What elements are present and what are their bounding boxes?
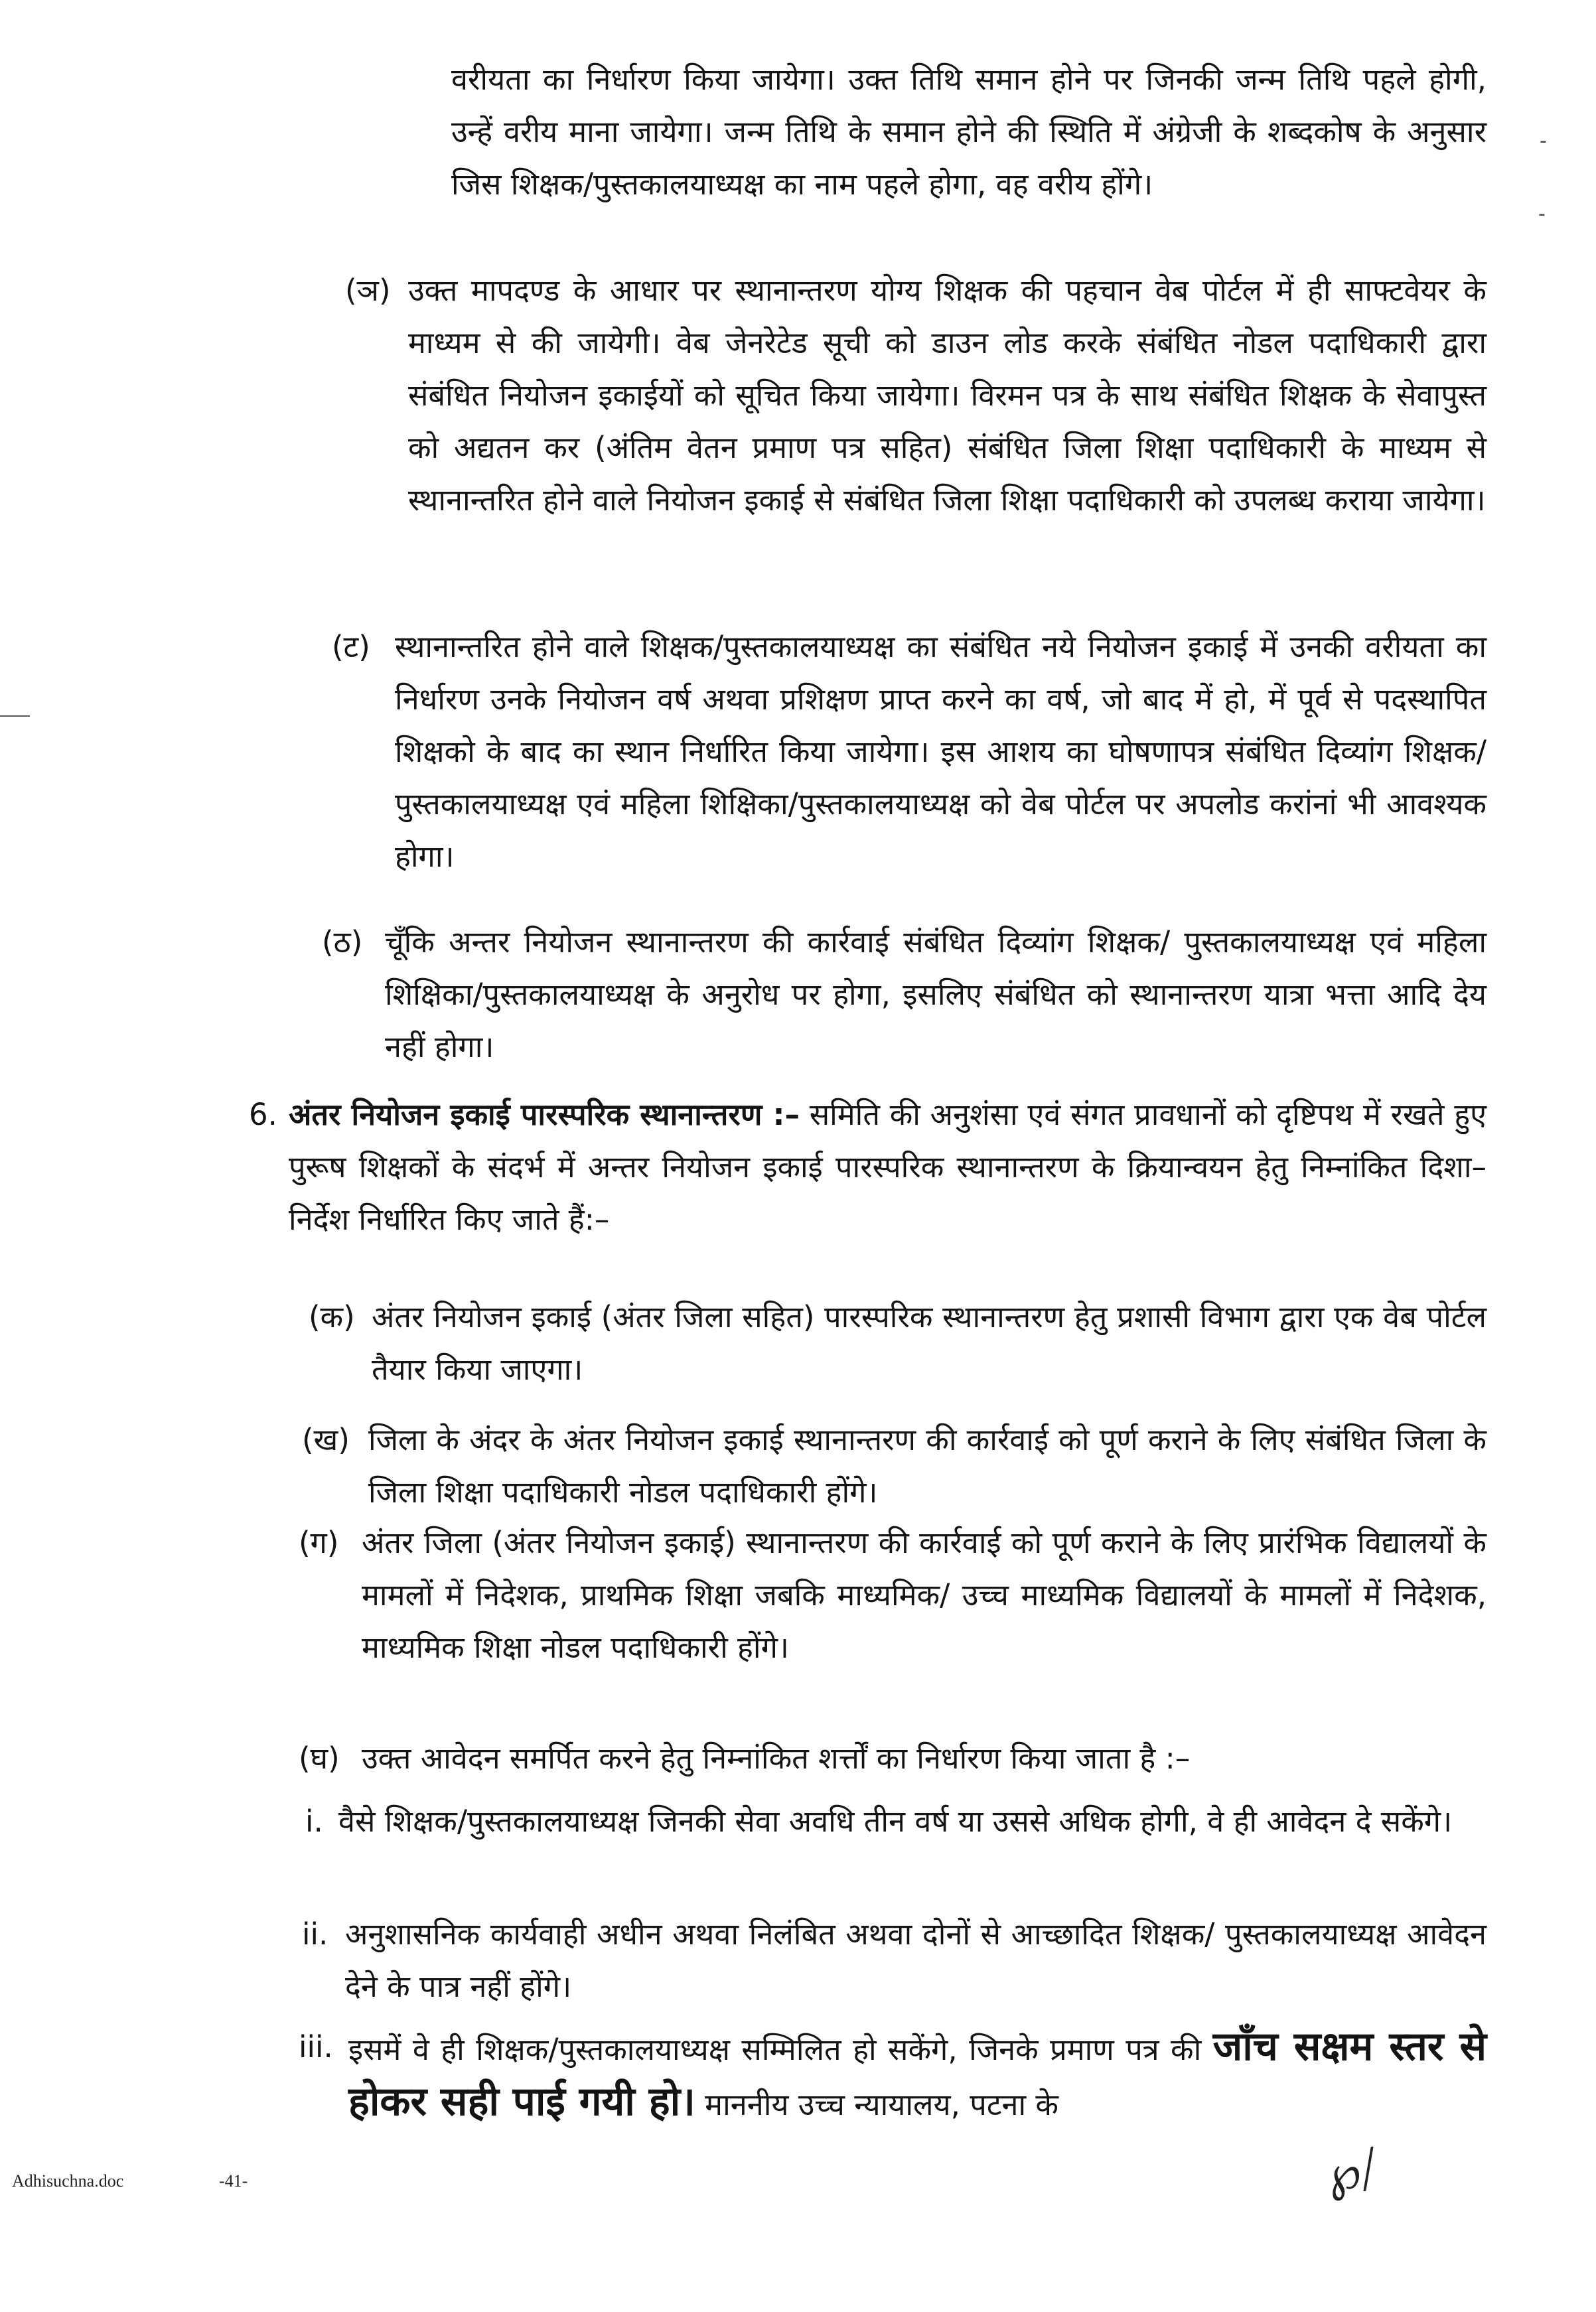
item-label-ka: (क) [309, 1299, 355, 1335]
section-6-heading: अंतर नियोजन इकाई पारस्परिक स्थानान्तरण :– [289, 1097, 800, 1132]
condition-text-ii: अनुशासनिक कार्यवाही अधीन अथवा निलंबित अथवा दोनों से आच्छादित शिक्षक/ पुस्तकालयाध्यक्ष आवेदन देने के पात्र नहीं होंगे। [345, 1916, 1487, 2004]
margin-dot: - [1540, 129, 1547, 153]
item-text-ga: अंतर जिला (अंतर नियोजन इकाई) स्थानान्तरण की कार्रवाई को पूर्ण कराने के लिए प्रारंभिक विद्यालयों के मामलों में निदेशक, प्राथमिक शिक्षा जबकि माध्यमिक/ उच्च माध्यमिक विद्यालयों के मामलों में निदेशक, माध्यमिक शिक्षा नोडल पदाधिकारी होंगे। [362, 1525, 1487, 1665]
margin-dot: - [1538, 202, 1546, 226]
condition-text-iii [348, 2021, 1487, 2131]
condition-text-iii-b: माननीय उच्च न्यायालय, पटना के [695, 2087, 1058, 2122]
item-text-nya: उक्त मापदण्ड के आधार पर स्थानान्तरण योग्य शिक्षक की पहचान वेब पोर्टल में ही साफ्टवेयर के माध्यम से की जायेगी। वेब जेनरेटेड सूची को डाउन लोड करके संबंधित नोडल पदाधिकारी द्वारा संबंधित नियोजन इकाईयों को सूचित किया जायेगा। विरमन पत्र के साथ संबंधित शिक्षक के सेवापुस्त को अद्यतन कर (अंतिम वेतन प्रमाण पत्र सहित) संबंधित जिला शिक्षा पदाधिकारी के माध्यम से स्थानान्तरित होने वाले नियोजन इकाई से संबंधित जिला शिक्षा पदाधिकारी को उपलब्ध कराया जायेगा। [408, 273, 1487, 518]
section-6-number: 6. [249, 1097, 277, 1132]
footer-filename: Adhisuchna.doc [12, 2171, 124, 2191]
item-label-ga: (ग) [299, 1525, 339, 1560]
handwritten-initials: ℘⧸ [1323, 2140, 1381, 2203]
intro-paragraph: वरीयता का निर्धारण किया जायेगा। उक्त तिथि समान होने पर जिनकी जन्म तिथि पहले होगी, उन्हें वरीय माना जायेगा। जन्म तिथि के समान होने की स्थिति में अंग्रेजी के शब्दकोष के अनुसार जिस शिक्षक/पुस्तकालयाध्यक्ष का नाम पहले होगा, वह वरीय होंगे। [451, 62, 1487, 202]
item-label-tha: (ठ) [322, 924, 363, 960]
item-text-ka: अंतर नियोजन इकाई (अंतर जिला सहित) पारस्परिक स्थानान्तरण हेतु प्रशासी विभाग द्वारा एक वेब पोर्टल तैयार किया जाएगा। [372, 1299, 1487, 1387]
item-text-tha: चूँकि अन्तर नियोजन स्थानान्तरण की कार्रवाई संबंधित दिव्यांग शिक्षक/ पुस्तकालयाध्यक्ष एवं महिला शिक्षिका/पुस्तकालयाध्यक्ष के अनुरोध पर होगा, इसलिए संबंधित को स्थानान्तरण यात्रा भत्ता आदि देय नहीं होगा। [385, 924, 1487, 1064]
margin-mark [0, 715, 30, 717]
item-text-gha: उक्त आवेदन समर्पित करने हेतु निम्नांकित शर्त्तों का निर्धारण किया जाता है :– [362, 1741, 1191, 1776]
condition-text-iii-a: इसमें वे ही शिक्षक/पुस्तकालयाध्यक्ष सम्मिलित हो सकेंगे, जिनके प्रमाण पत्र की [348, 2032, 1202, 2067]
item-label-ta: (ट) [332, 629, 370, 664]
footer-page-number: -41- [219, 2171, 248, 2191]
section-6-paragraph [289, 1088, 1487, 1246]
condition-label-iii: iii. [299, 2029, 333, 2064]
item-text-ta: स्थानान्तरित होने वाले शिक्षक/पुस्तकालयाध्यक्ष का संबंधित नये नियोजन इकाई में उनकी वरीयता का निर्धारण उनके नियोजन वर्ष अथवा प्रशिक्षण प्राप्त करने का वर्ष, जो बाद में हो, में पूर्व से पदस्थापित शिक्षको के बाद का स्थान निर्धारित किया जायेगा। इस आशय का घोषणापत्र संबंधित दिव्यांग शिक्षक/ पुस्तकालयाध्यक्ष एवं महिला शिक्षिका/पुस्तकालयाध्यक्ष को वेब पोर्टल पर अपलोड करांनां भी आवश्यक होगा। [395, 629, 1487, 874]
section-6-text: समिति की अनुशंसा एवं संगत प्रावधानों को दृष्टिपथ में रखते हुए पुरूष शिक्षकों के संदर्भ में अन्तर नियोजन इकाई पारस्परिक स्थानान्तरण के क्रियान्वयन हेतु निम्नांकित दिशा–निर्देश निर्धारित किए जाते हैं:– [289, 1097, 1487, 1237]
item-label-nya: (ञ) [345, 273, 391, 308]
condition-text-i: वैसे शिक्षक/पुस्तकालयाध्यक्ष जिनकी सेवा अवधि तीन वर्ष या उससे अधिक होगी, वे ही आवेदन दे सकेंगे। [338, 1804, 1453, 1839]
condition-text-iii-emphasis: जाँच सक्षम स्तर से होकर सही पाई गयी हो। [348, 2023, 1487, 2125]
item-text-kha: जिला के अंदर के अंतर नियोजन इकाई स्थानान्तरण की कार्रवाई को पूर्ण कराने के लिए संबंधित जिला के जिला शिक्षा पदाधिकारी नोडल पदाधिकारी होंगे। [368, 1422, 1487, 1510]
condition-label-ii: ii. [302, 1916, 328, 1952]
item-label-gha: (घ) [299, 1741, 340, 1776]
item-label-kha: (ख) [302, 1422, 350, 1457]
condition-label-i: i. [305, 1804, 323, 1839]
